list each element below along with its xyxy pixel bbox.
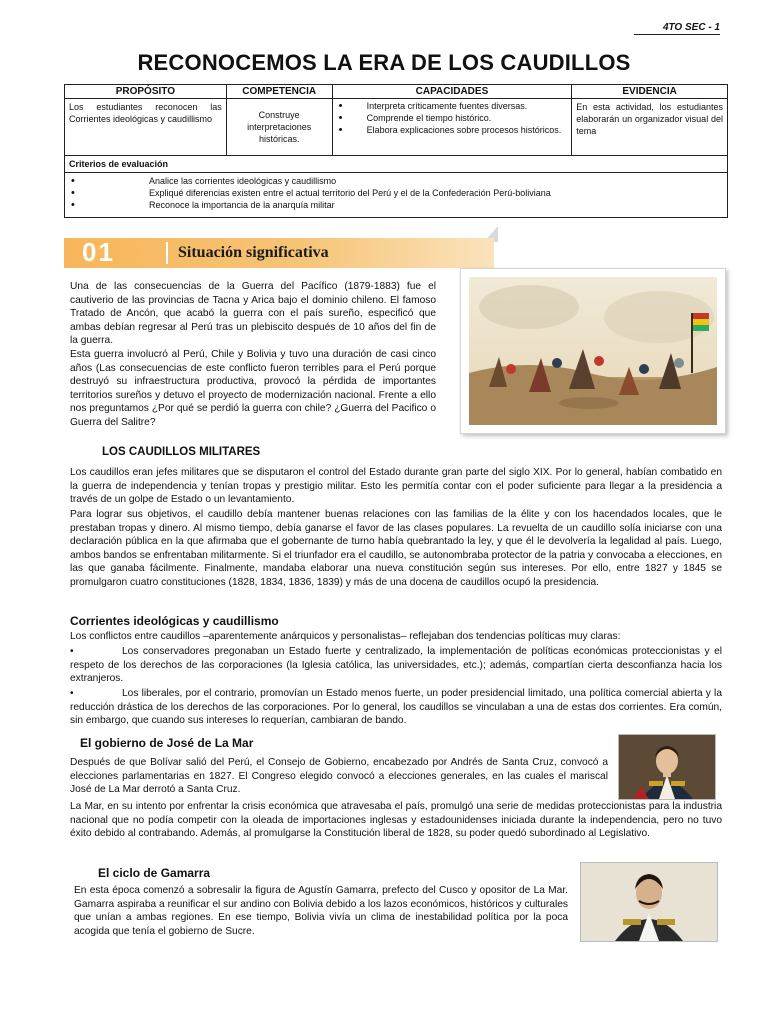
battle-painting <box>460 268 726 434</box>
capacidad-item: • Comprende el tiempo histórico. <box>337 113 568 124</box>
header-evidencia: EVIDENCIA <box>572 85 728 99</box>
portrait-gamarra <box>580 862 718 942</box>
criterios-title-row <box>65 156 728 173</box>
header-proposito: PROPÓSITO <box>65 85 227 99</box>
cell-competencia: Construye interpretaciones históricas. <box>226 99 332 156</box>
banner-number: 01 <box>82 237 115 267</box>
plan-table-body-row <box>65 99 728 156</box>
caudillos-heading: LOS CAUDILLOS MILITARES <box>102 446 261 458</box>
corrientes-intro: Los conflictos entre caudillos –aparentemente anárquicos y personalistas– reflejaban dos tendencias políticas muy claras: <box>70 631 621 642</box>
corrientes-bullet-2 <box>70 687 722 728</box>
plan-table <box>64 84 728 218</box>
course-code: 4TO SEC - 1 <box>634 22 720 35</box>
banner-divider <box>166 242 168 264</box>
caudillos-paragraph-1: Los caudillos eran jefes militares que se disputaron el control del Estado durante gran parte del siglo XIX. Por lo general, habían combatido en la guerra de independencia y tenían tropas y prestigio militar. Esto les permitía contar con el poder suficiente para llegar a la presidencia a través de un golpe de Estado o un levantamiento. <box>70 467 722 506</box>
lamar-paragraph-1: Después de que Bolívar salió del Perú, el Consejo de Gobierno, encabezado por Andrés de Santa Cruz, convocó a elecciones parlamentarias en 1827. El Congreso elegido convocó a elecciones generales, en las cuales el mariscal José de La Mar derrotó a Santa Cruz. <box>70 757 608 796</box>
capacidad-item: • Interpreta críticamente fuentes diversas. <box>337 101 568 112</box>
gamarra-heading: El ciclo de Gamarra <box>98 866 211 880</box>
criterio-item: • Reconoce la importancia de la anarquía militar <box>69 199 723 211</box>
criterio-item: • Analice las corrientes ideológicas y caudillismo <box>69 175 723 187</box>
situacion-paragraph-1: Una de las consecuencias de la Guerra del Pacífico (1879-1883) fue el cautiverio de las provincias de Tacna y Arica bajo el dominio chileno. El famoso Tratado de Ancón, que acabó la guerra con el país sureño, especificó que ambas debían regresar al Perú tras un plebiscito después de 10 años del fin de la guerra. <box>70 281 436 347</box>
battle-painting-icon <box>469 277 717 425</box>
banner-label: Situación significativa <box>178 244 329 261</box>
capacidad-item: • Elabora explicaciones sobre procesos históricos. <box>337 125 568 136</box>
lamar-paragraph-2: La Mar, en su intento por enfrentar la crisis económica que atravesaba el país, promulgó una serie de medidas proteccionistas para la industria nacional que no podía competir con la oleada de importaciones inglesas y estadounidenses iniciada durante la independencia, pero no tuvo éxito debido al contrabando. Además, al promulgarse la Constitución liberal de 1828, su poder quedó subordinado al Legislativo. <box>70 801 722 840</box>
criterio-item: • Expliqué diferencias existen entre el actual territorio del Perú y el de la Confederación Perú-boliviana <box>69 187 723 199</box>
section-banner <box>64 238 494 268</box>
gamarra-paragraph-1: En esta época comenzó a sobresalir la figura de Agustín Gamarra, prefecto del Cusco y opositor de La Mar. Gamarra aspiraba a reunificar el sur andino con Bolivia debido a los lazos económicos, históricos y culturales que unían a ambas regiones. En ese tiempo, Bolivia vivía un clima de inestabilidad política por la poca acogida que tenía el gobierno de Sucre. <box>74 885 568 937</box>
cell-capacidades <box>332 99 572 156</box>
portrait-la-mar-icon <box>619 735 715 799</box>
cell-evidencia: En esta actividad, los estudiantes elaborarán un organizador visual del tema <box>572 99 728 156</box>
cell-proposito: Los estudiantes reconocen las Corrientes ideológicas y caudillismo <box>65 99 227 156</box>
header-capacidades: CAPACIDADES <box>332 85 572 99</box>
situacion-paragraph-2: Esta guerra involucró al Perú, Chile y Bolivia y tuvo una duración de casi cinco años (Las consecuencias de este conflicto fueron terribles para el Perú porque destruyó su infraestructura productiva, provocó la pérdida de importantes territorios sureños y detuvo el proyecto de modernización nacional. Frente a ello nos preguntamos ¿Por qué se perdió la guerra con chile? ¿Guerra del Pacifico o Guerra del Salitre? <box>70 349 436 428</box>
portrait-la-mar <box>618 734 716 800</box>
plan-table-header-row <box>65 85 728 99</box>
corrientes-heading: Corrientes ideológicas y caudillismo <box>70 614 279 628</box>
corrientes-bullet-1-text: Los conservadores pregonaban un Estado fuerte y centralizado, la implementación de políticas económicas proteccionistas y el respeto de los derechos de las corporaciones (la Iglesia católica, las universidades, etc.); además, compartían cierta desconfianza hacia los extranjeros. <box>70 646 722 685</box>
page-title: RECONOCEMOS LA ERA DE LOS CAUDILLOS <box>137 50 631 75</box>
lamar-heading: El gobierno de José de La Mar <box>80 736 254 750</box>
caudillos-paragraph-2: Para lograr sus objetivos, el caudillo debía mantener buenas relaciones con las familias de la élite y con los hacendados locales, que le prestaban tropas y dinero. Al mismo tiempo, debía ganarse el favor de las clases populares. La revuelta de un caudillo solía iniciarse con una declaración pública en la que afirmaba que el gobernante de turno había quebrantado la ley, y que él le devolvería la legalidad al país. Luego, ambos bandos se enfrentaban militarmente. Si el triunfador era el caudillo, se autonombraba protector de la patria y convocaba a elecciones, en las que ganaba fácilmente. Finalmente, mandaba elaborar una nueva constitución según sus intereses. Por ello, entre 1827 y 1845 se promulgaron cuatro constituciones (1828, 1834, 1836, 1839) y más de una docena de caudillos ocupó la presidencia. <box>70 509 722 588</box>
corrientes-bullet-2-text: Los liberales, por el contrario, promovían un Estado menos fuerte, un poder presidencial limitado, una política comercial abierta y la reducción drástica de los derechos de las corporaciones. Por lo general, los caudillos se vinculaban a una de estas dos corrientes. Era común, sin embargo, que cuando sus intereses lo requerían, cambiaran de bando. <box>70 688 722 727</box>
criterios-list-row <box>65 173 728 218</box>
criterios-cell <box>65 173 728 218</box>
bullet-marker: • <box>70 646 74 657</box>
corrientes-bullet-1 <box>70 645 722 686</box>
bullet-marker: • <box>70 688 74 699</box>
criterios-title: Criterios de evaluación <box>65 156 728 173</box>
header-competencia: COMPETENCIA <box>226 85 332 99</box>
portrait-gamarra-icon <box>581 863 717 941</box>
